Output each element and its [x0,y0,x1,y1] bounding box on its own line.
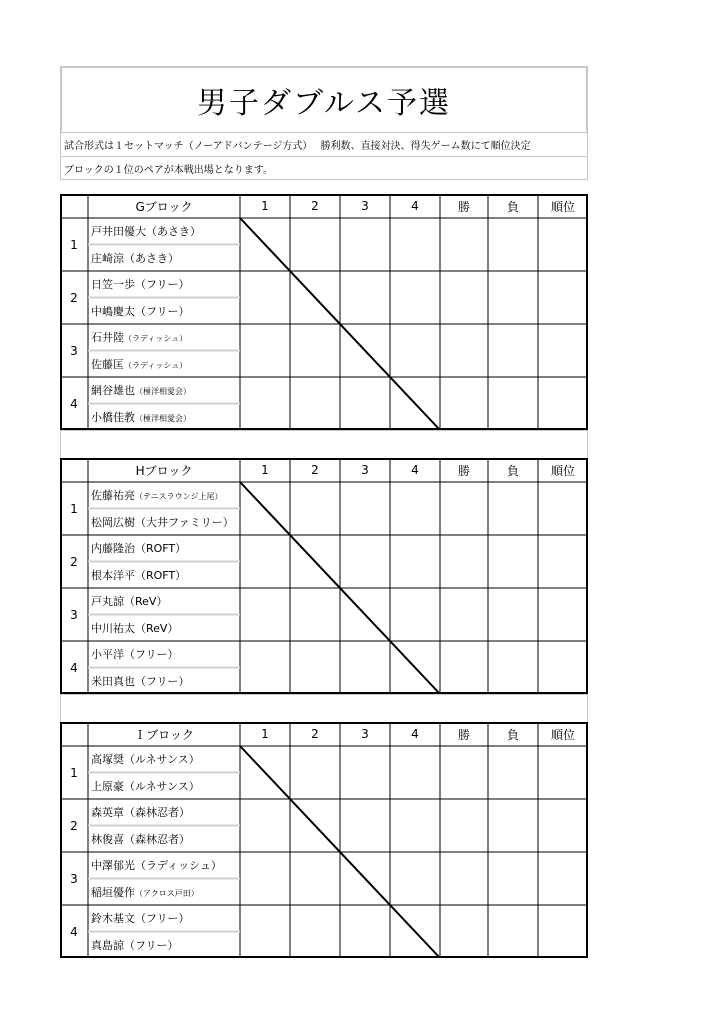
player-name [91,593,167,609]
column-header: 2 [311,727,319,741]
player-name-text: 高塚奨（ルネサンス） [91,753,200,766]
team-number: 3 [70,343,78,358]
block-table [60,722,588,958]
player-name-text: 中川祐太（ReV） [91,621,179,635]
player-name [91,487,222,503]
team-number: 1 [70,765,78,780]
player-name-text: 根本洋平（ROFT） [91,568,187,582]
player-name-text: 鈴木基文（フリー） [91,912,190,925]
player-name-text: 稲垣優作 [91,885,135,899]
block-name: Gブロック [135,199,193,214]
player-name-text: 中嶋慶太（フリー） [91,304,190,318]
team-number: 2 [70,818,78,833]
player-name [91,250,179,266]
blocks-container [60,194,588,958]
column-header: 3 [361,199,369,213]
player-name [91,409,191,425]
team-number: 4 [70,924,78,939]
column-header: 2 [311,199,319,213]
column-header: 負 [506,727,519,742]
player-club-small: （テニスラウンジ上尾） [135,492,223,501]
player-name [91,329,187,345]
player-name [91,356,187,372]
page-title: 男子ダブルス予選 [197,86,451,121]
player-name-text: 小橋佳教 [91,410,135,424]
player-name [91,620,178,636]
column-header: 勝 [457,199,470,214]
player-name-text: 中澤郁光（ラディッシュ） [91,859,222,872]
block-spacer [60,694,588,722]
player-name-text: 林俊喜（森林忍者） [91,832,190,846]
block-name: Ｉブロック [134,727,194,742]
rule-note: 試合形式は１セットマッチ（ノーアドバンテージ方式） 勝利数、直接対決、得失ゲーム数にて順位決定 [60,132,588,156]
advance-note: ブロックの１位のペアが本戦出場となります。 [60,156,588,180]
player-name [91,910,190,926]
player-name-text: 日笠一歩（フリー） [91,278,190,291]
player-name [91,884,199,900]
column-header: 順位 [550,199,575,214]
player-name-text: 戸井田優大（あさき） [91,225,201,238]
block-spacer [60,430,588,458]
column-header: 負 [506,463,519,478]
team-number: 2 [70,554,78,569]
player-club-small: （アクロス戸田） [135,888,199,898]
column-header: 負 [506,199,519,214]
column-header: 勝 [457,727,470,742]
player-name-text: 松岡広樹（大井ファミリー） [91,515,234,529]
player-club-small: （ラディッシュ） [124,360,188,370]
column-header: 順位 [550,463,575,478]
player-name-text: 小平洋（フリー） [91,648,179,661]
player-name [91,804,190,820]
player-name [91,673,190,689]
player-name-text: 佐藤祐亮 [91,489,135,502]
column-header: 4 [411,727,419,741]
player-name [91,778,200,794]
player-name [91,540,186,556]
player-club-small: （ラディッシュ） [124,334,188,343]
player-name [91,276,190,292]
player-name [91,223,201,239]
column-header: 4 [411,199,419,213]
player-name [91,514,234,530]
player-club-small: （極洋相愛会） [135,387,191,396]
column-header: 勝 [457,463,470,478]
player-name [91,303,190,319]
column-header: 3 [361,727,369,741]
team-number: 4 [70,660,78,675]
player-name [91,831,190,847]
player-name-text: 内藤隆治（ROFT） [91,542,187,555]
team-number: 2 [70,290,78,305]
block-name: Hブロック [135,463,193,478]
player-club-small: （極洋相愛会） [135,413,191,423]
player-name-text: 戸丸諒（ReV） [91,595,168,608]
player-name-text: 森英章（森林忍者） [91,806,190,819]
tournament-sheet [60,66,588,958]
player-name [91,646,179,662]
team-number: 1 [70,237,78,252]
team-number: 3 [70,871,78,886]
player-name [91,567,186,583]
player-name-text: 真島諒（フリー） [91,938,179,952]
player-name-text: 石井陸 [91,331,124,344]
player-name-text: 米田真也（フリー） [91,674,190,688]
team-number: 4 [70,396,78,411]
player-name-text: 庄崎涼（あさき） [91,251,179,265]
player-name [91,857,222,873]
title-box [60,66,588,132]
column-header: 2 [311,463,319,477]
player-name [91,751,200,767]
player-name-text: 佐藤匡 [91,357,124,371]
team-number: 3 [70,607,78,622]
column-header: 1 [261,727,269,741]
player-name-text: 上原豪（ルネサンス） [91,779,200,793]
column-header: 順位 [550,727,575,742]
player-name-text: 網谷雄也 [91,384,135,397]
column-header: 1 [261,199,269,213]
column-header: 1 [261,463,269,477]
player-name [91,382,191,398]
column-header: 3 [361,463,369,477]
block-table [60,194,588,430]
column-header: 4 [411,463,419,477]
team-number: 1 [70,501,78,516]
player-name [91,937,179,953]
block-table [60,458,588,694]
